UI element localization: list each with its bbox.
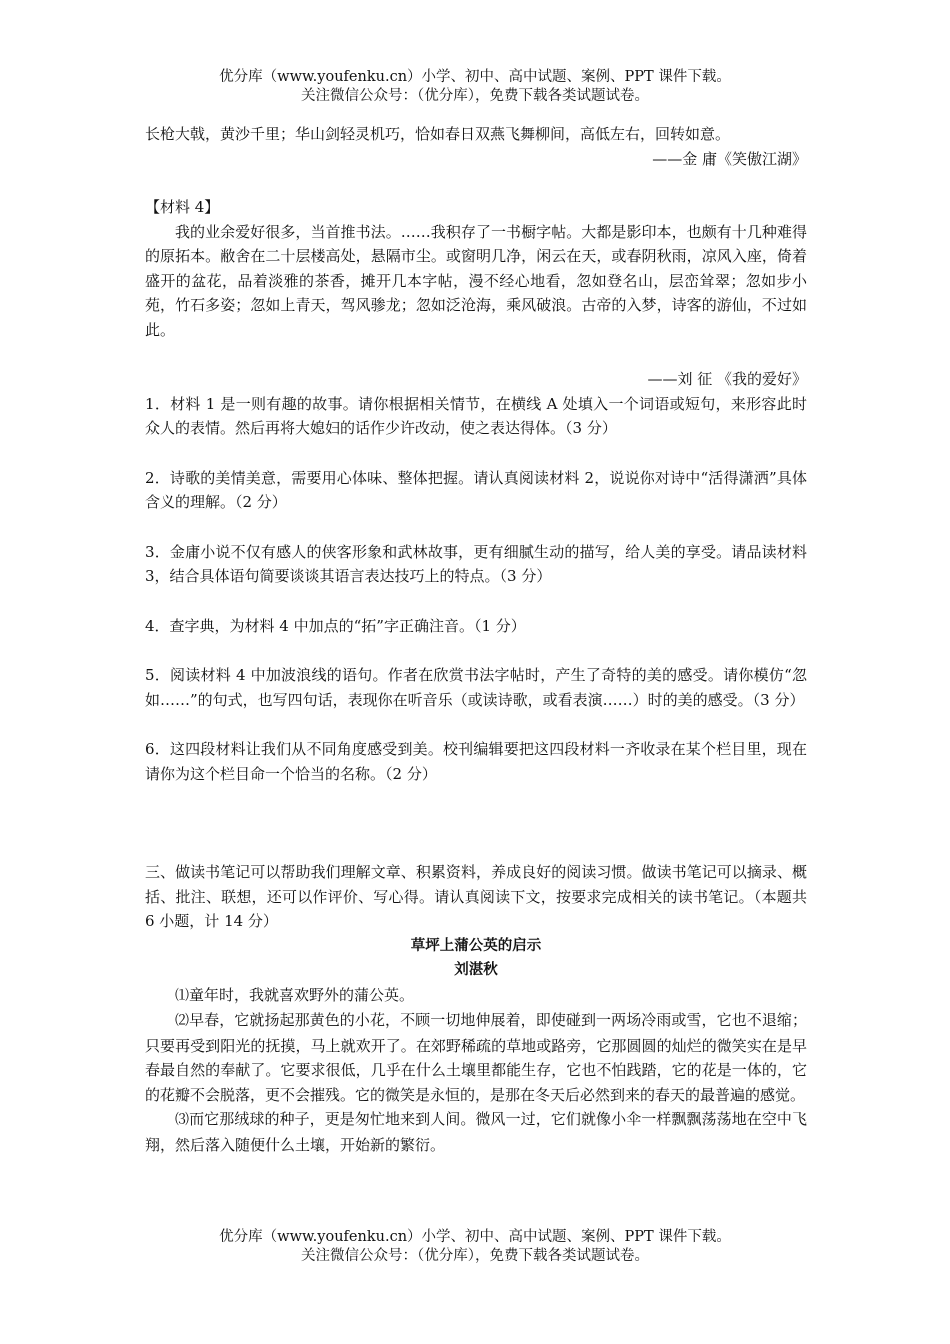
material4-body: 我的业余爱好很多，当首推书法。……我积存了一书橱字帖。大都是影印本，也颇有十几种难得的原拓本。敝舍在二十层楼高处，悬隔市尘。或窗明几净，闲云在天，或春阴秋雨，凉风入座，倚着盛开的盆花，品着淡雅的茶香，摊开几本字帖，漫不经心地看，忽如登名山，层峦耸翠；忽如步小苑，竹石多姿；忽如上青天，驾风骖龙；忽如泛沧海，乘风破浪。古帝的入梦，诗客的游仙，不过如此。: [145, 222, 807, 339]
question-4: 4．查字典，为材料 4 中加点的“拓”字正确注音。（1 分）: [145, 616, 526, 635]
paragraph-number: ⑶: [175, 1112, 190, 1128]
page-footer: [0, 1228, 950, 1266]
page-header-top: [0, 68, 950, 106]
paragraph-number: ⑴: [175, 987, 189, 1004]
material3-tail: 长枪大戟，黄沙千里；华山剑轻灵机巧，恰如春日双燕飞舞柳间，高低左右，回转如意。: [145, 125, 731, 143]
article-paragraph-2: [145, 1008, 807, 1107]
material3-source: ——金 庸《笑傲江湖》: [652, 149, 807, 168]
question-1: 1．材料 1 是一则有趣的故事。请你根据相关情节，在横线 A 处填入一个词语或短句，来形容此时众人的表情。然后再将大媳妇的话作少许改动，使之表达得体。（3 分）: [145, 394, 807, 437]
question-3: 3．金庸小说不仅有感人的侠客形象和武林故事，更有细腻生动的描写，给人美的享受。请品读材料 3，结合具体语句简要谈谈其语言表达技巧上的特点。（3 分）: [145, 542, 807, 585]
article-author: 刘湛秋: [454, 962, 498, 978]
paragraph-text: 童年时，我就喜欢野外的蒲公英。: [189, 985, 415, 1004]
article-paragraph-3: [145, 1107, 807, 1157]
paragraph-text: 而它那绒球的种子，更是匆忙地来到人间。微风一过，它们就像小伞一样飘飘荡荡地在空中飞翔，然后落入随便什么土壤，开始新的繁衍。: [145, 1110, 807, 1154]
question-5: 5．阅读材料 4 中加波浪线的语句。作者在欣赏书法字帖时，产生了奇特的美的感受。请你模仿“忽如……”的句式，也写四句话，表现你在听音乐（或读诗歌，或看表演……）时的美的感受。（3 分）: [145, 666, 807, 709]
article-paragraph-1: [145, 983, 807, 1009]
section3-intro: 三、做读书笔记可以帮助我们理解文章、积累资料，养成良好的阅读习惯。做读书笔记可以摘录、概括、批注、联想，还可以作评价、写心得。请认真阅读下文，按要求完成相关的读书笔记。（本题共 6 小题，计 14 分）: [145, 863, 807, 930]
material4-source: ——刘 征 《我的爱好》: [647, 370, 807, 388]
paragraph-text: 早春，它就扬起那黄色的小花，不顾一切地伸展着，即使碰到一两场冷雨或雪，它也不退缩；只要再受到阳光的抚摸，马上就欢开了。在郊野稀疏的草地或路旁，它那圆圆的灿烂的微笑实在是早春最自然的奉献了。它要求很低，几乎在什么土壤里都能生存，它也不怕践踏，它的花是一体的，它的花瓣不会脱落，更不会摧残。它的微笑是永恒的，是那在冬天后必然到来的春天的最普遍的感觉。: [145, 1011, 807, 1104]
header-line-1: 优分库（www.youfenku.cn）小学、初中、高中试题、案例、PPT 课件下载。: [219, 69, 731, 85]
page-content: [145, 122, 807, 1157]
footer-line-1: 优分库（www.youfenku.cn）小学、初中、高中试题、案例、PPT 课件下载。: [219, 1229, 731, 1245]
footer-line-2: 关注微信公众号：（优分库），免费下载各类试题试卷。: [301, 1248, 649, 1264]
paragraph-number: ⑵: [175, 1013, 190, 1029]
material4-label: 【材料 4】: [145, 198, 220, 216]
question-2: 2．诗歌的美情美意，需要用心体味、整体把握。请认真阅读材料 2，说说你对诗中“活得潇洒”具体含义的理解。（2 分）: [145, 468, 807, 511]
header-line-2: 关注微信公众号：（优分库），免费下载各类试题试卷。: [301, 88, 649, 104]
article-title: 草坪上蒲公英的启示: [410, 937, 542, 954]
question-6: 6．这四段材料让我们从不同角度感受到美。校刊编辑要把这四段材料一齐收录在某个栏目里，现在请你为这个栏目命一个恰当的名称。（2 分）: [145, 740, 807, 783]
